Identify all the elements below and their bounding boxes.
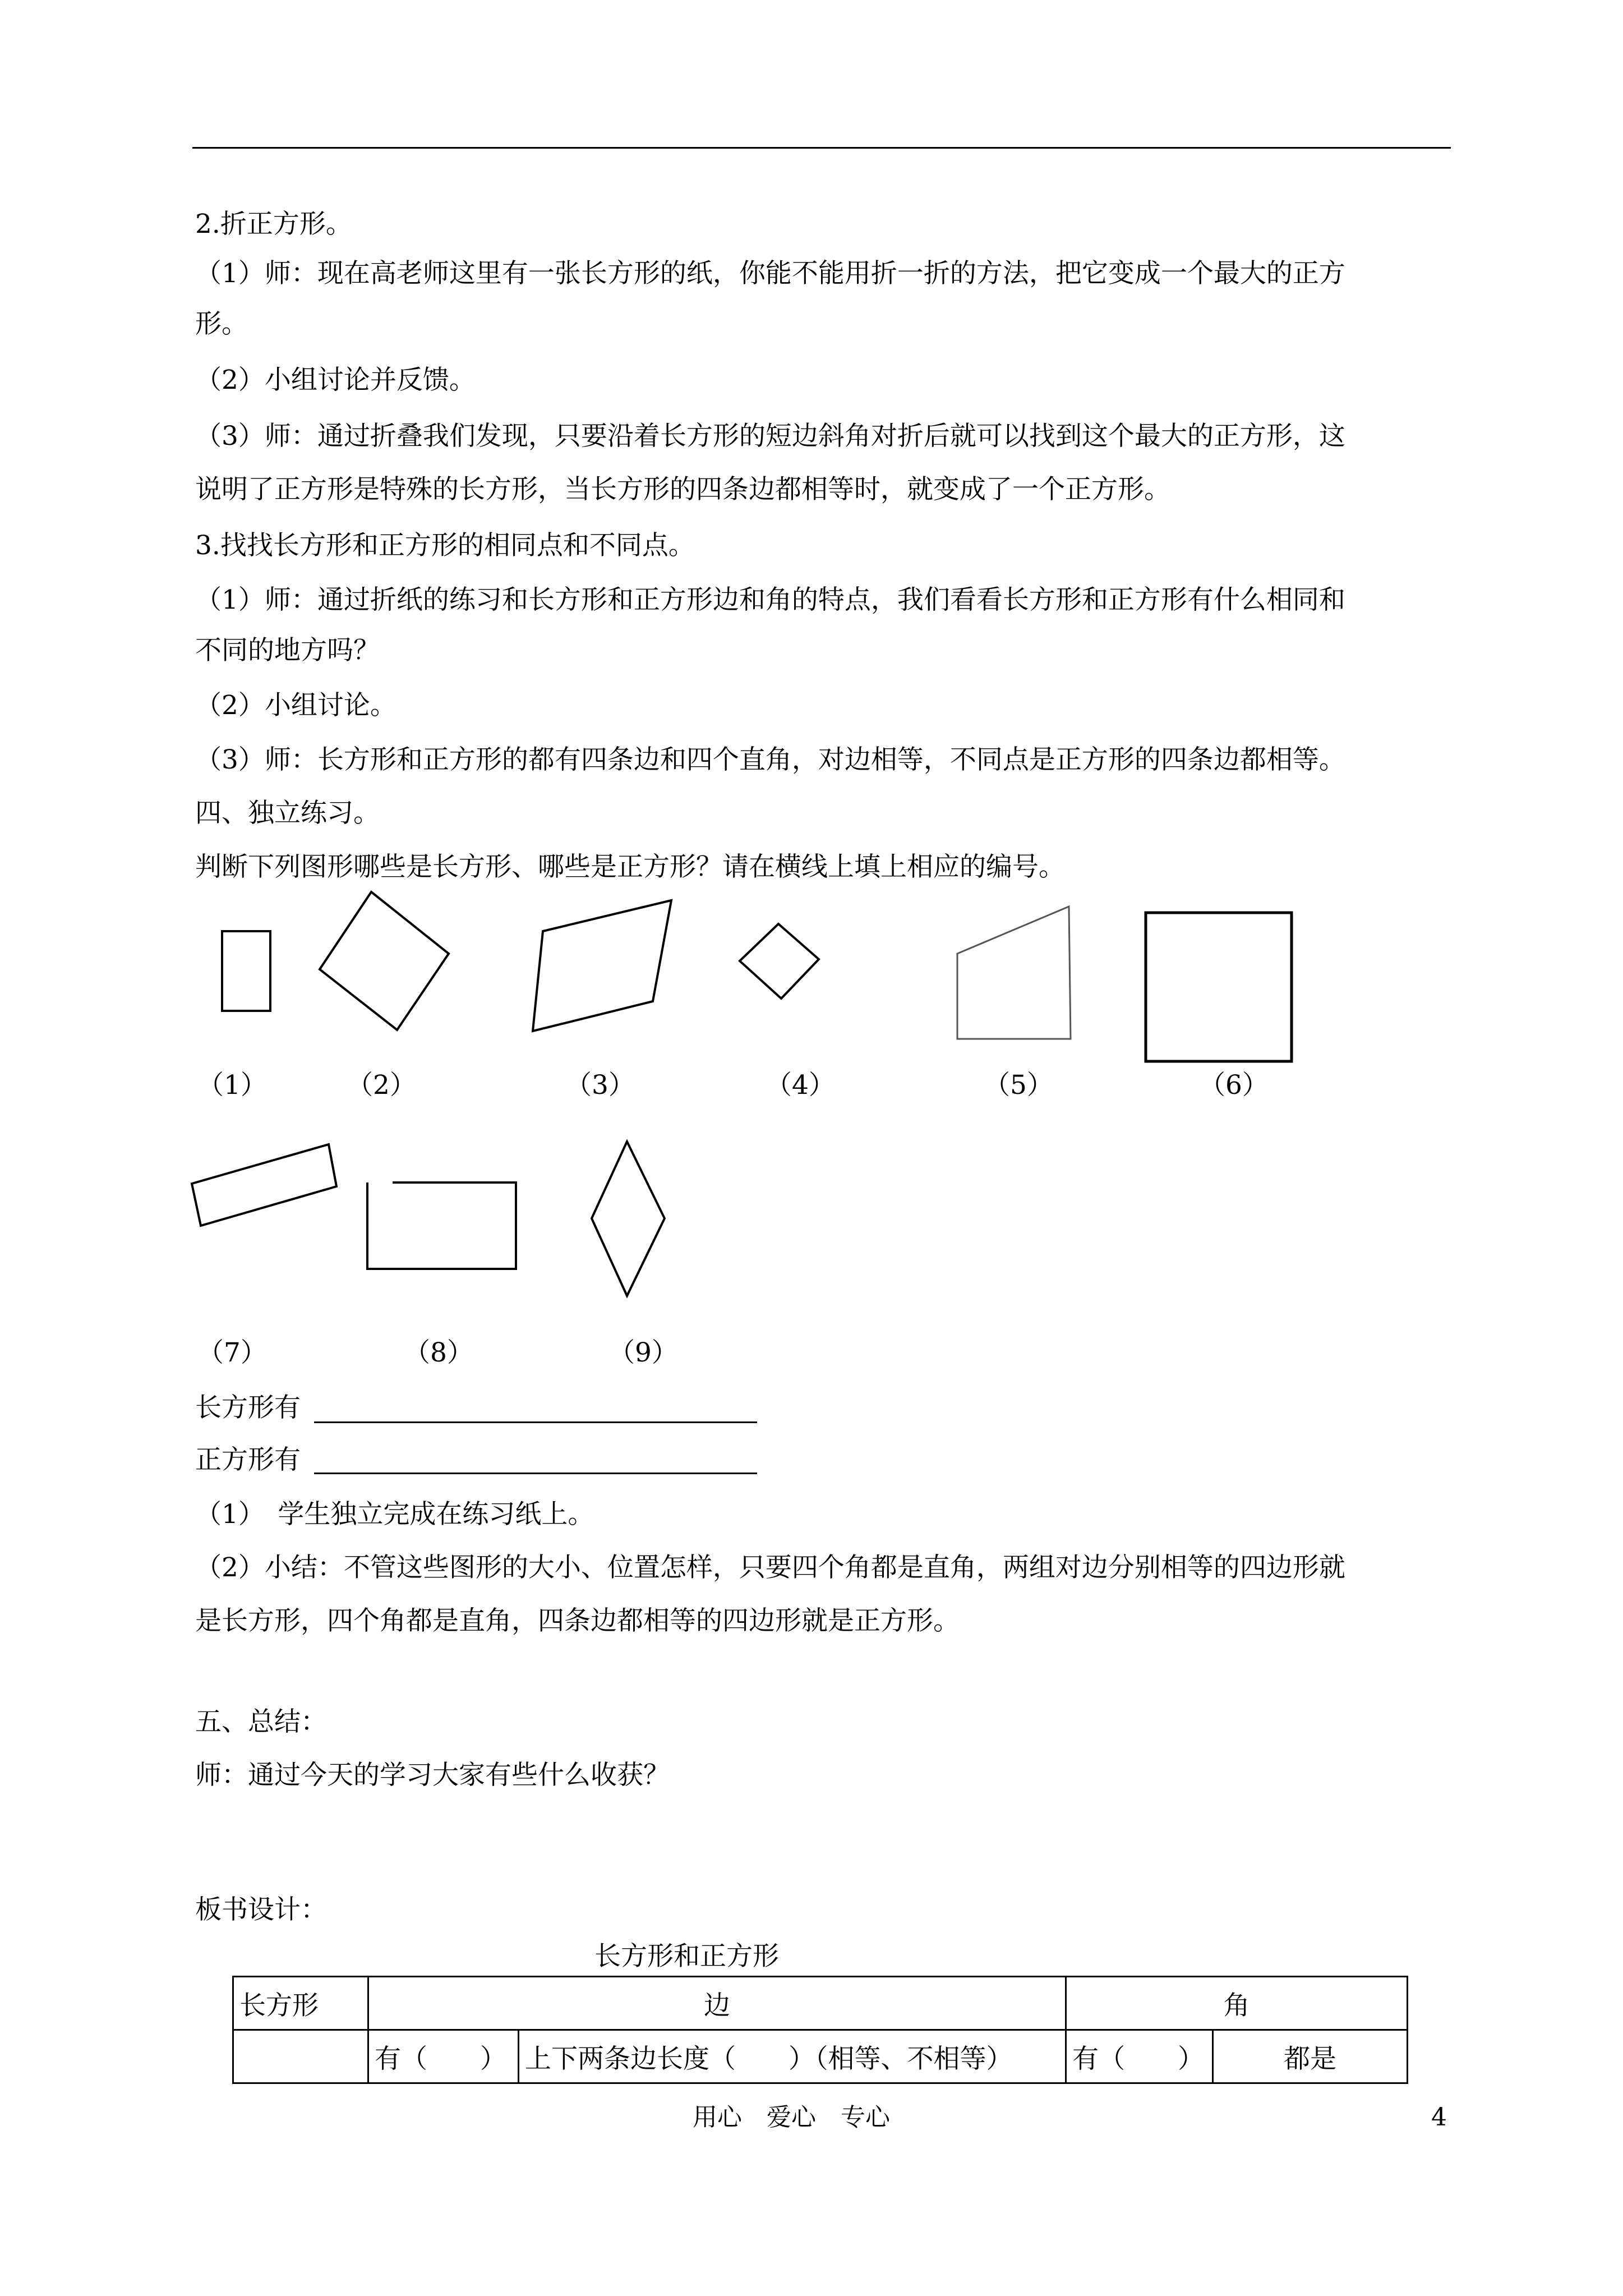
text-line: 是长方形，四个角都是直角，四条边都相等的四边形就是正方形。 <box>195 1605 960 1636</box>
figure-6-square <box>1146 913 1292 1061</box>
table-row <box>233 2030 1408 2083</box>
text-line: 不同的地方吗？ <box>195 635 380 666</box>
figure-caption: （8） <box>404 1337 473 1368</box>
table-cell <box>233 2030 368 2083</box>
board-table <box>232 1976 1408 2084</box>
figure-9-rhombus <box>592 1142 665 1296</box>
text-line: （1）师：通过折纸的练习和长方形和正方形边和角的特点，我们看看长方形和正方形有什么相同和 <box>195 585 1345 615</box>
footer-motto: 用心 爱心 专心 <box>693 2103 890 2132</box>
text-line: （3）师：通过折叠我们发现，只要沿着长方形的短边斜角对折后就可以找到这个最大的正方形，这 <box>195 421 1345 452</box>
square-answer-blank[interactable] <box>314 1473 757 1474</box>
page-number: 4 <box>1431 2103 1447 2132</box>
figure-caption: （9） <box>608 1337 678 1368</box>
text-line: （2）小结：不管这些图形的大小、位置怎样，只要四个角都是直角，两组对边分别相等的四边形就 <box>195 1552 1345 1583</box>
text-line: 形。 <box>195 309 248 339</box>
figure-3-parallelogram <box>533 900 671 1031</box>
figure-caption: （3） <box>565 1070 635 1101</box>
figure-caption: （6） <box>1199 1070 1269 1101</box>
figure-8-open-rectangle <box>367 1182 516 1269</box>
rect-answer-blank[interactable] <box>314 1421 757 1423</box>
table-row <box>233 1977 1408 2030</box>
figure-caption: （5） <box>984 1070 1053 1101</box>
rect-answer-label: 长方形有 <box>195 1392 301 1423</box>
board-title: 长方形和正方形 <box>594 1941 779 1972</box>
board-label: 板书设计： <box>195 1894 327 1925</box>
table-cell: 角 <box>1066 1977 1408 2030</box>
text-line: （1）师：现在高老师这里有一张长方形的纸，你能不能用折一折的方法，把它变成一个最大的正方 <box>195 258 1345 289</box>
figure-caption: （4） <box>766 1070 835 1101</box>
table-cell: 都是 <box>1213 2030 1408 2083</box>
figure-caption: （1） <box>197 1070 267 1101</box>
text-line: 判断下列图形哪些是长方形、哪些是正方形？请在横线上填上相应的编号。 <box>195 852 1065 882</box>
figure-4-diamond-square <box>740 924 819 999</box>
text-line: （1） 学生独立完成在练习纸上。 <box>195 1499 594 1530</box>
summary-heading: 五、总结： <box>195 1706 327 1737</box>
figure-1-rectangle <box>222 931 270 1011</box>
table-cell: 有（ ） <box>1066 2030 1213 2083</box>
text-line: 四、独立练习。 <box>195 798 380 829</box>
text-line: 2.折正方形。 <box>195 209 352 240</box>
table-cell: 有（ ） <box>368 2030 519 2083</box>
table-cell: 长方形 <box>233 1977 368 2030</box>
square-answer-label: 正方形有 <box>195 1444 301 1475</box>
text-line: （3）师：长方形和正方形的都有四条边和四个直角，对边相等，不同点是正方形的四条边都相等。 <box>195 744 1345 775</box>
summary-text: 师：通过今天的学习大家有些什么收获？ <box>195 1760 670 1791</box>
figure-7-tilted-rectangle <box>192 1144 336 1226</box>
figure-caption: （7） <box>197 1337 267 1368</box>
figure-5-trapezoid <box>957 907 1071 1039</box>
text-line: （2）小组讨论并反馈。 <box>195 365 476 395</box>
text-line: （2）小组讨论。 <box>195 690 396 721</box>
table-cell: 上下两条边长度（ ）（相等、不相等） <box>519 2030 1066 2083</box>
table-cell: 边 <box>368 1977 1066 2030</box>
text-line: 说明了正方形是特殊的长方形，当长方形的四条边都相等时，就变成了一个正方形。 <box>195 474 1170 505</box>
text-line: 3.找找长方形和正方形的相同点和不同点。 <box>195 530 695 561</box>
figure-caption: （2） <box>347 1070 416 1101</box>
figure-2-tilted-square <box>320 892 449 1030</box>
